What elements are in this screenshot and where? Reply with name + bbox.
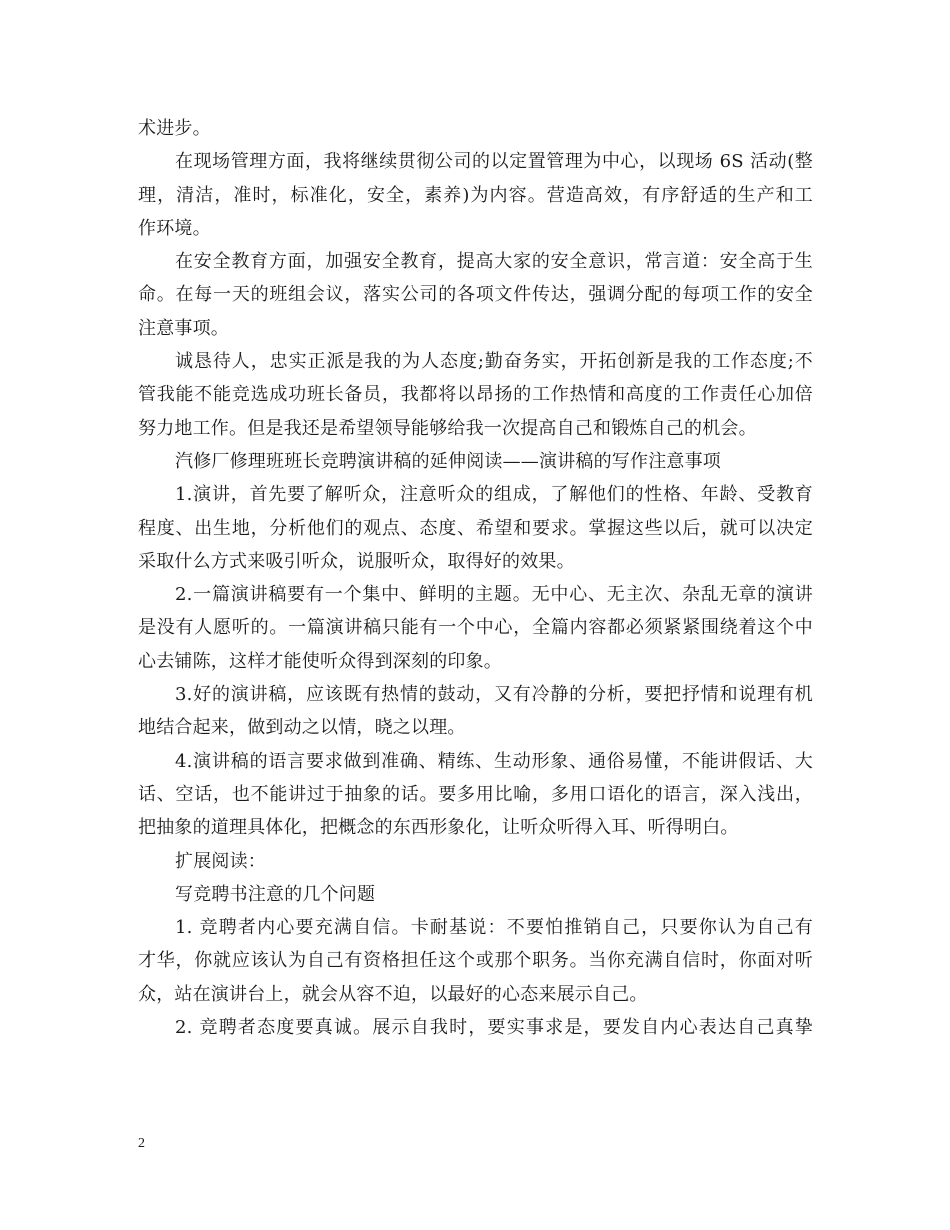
text-line: 注意事项。 bbox=[138, 317, 229, 339]
text-line: 1.演讲，首先要了解听众，注意听众的组成，了解他们的性格、年龄、受教育 bbox=[175, 484, 813, 506]
text-line: 心去铺陈，这样才能使听众得到深刻的印象。 bbox=[138, 650, 502, 672]
text-line: 把抽象的道理具体化，把概念的东西形象化，让听众听得入耳、听得明白。 bbox=[138, 817, 739, 839]
text-line: 理，清洁，准时，标准化，安全，素养)为内容。营造高效，有序舒适的生产和工 bbox=[138, 184, 813, 206]
text-line: 是没有人愿听的。一篇演讲稿只能有一个中心，全篇内容都必须紧紧围绕着这个中 bbox=[138, 617, 813, 639]
page-number: 2 bbox=[138, 1136, 145, 1151]
section-heading: 扩展阅读： bbox=[175, 850, 266, 872]
text-line: 作环境。 bbox=[138, 217, 211, 239]
text-line: 1. 竞聘者内心要充满自信。卡耐基说：不要怕推销自己，只要你认为自己有 bbox=[175, 917, 813, 939]
text-line: 采取什么方式来吸引听众，说服听众，取得好的效果。 bbox=[138, 550, 575, 572]
text-line: 努力地工作。但是我还是希望领导能够给我一次提高自己和锻炼自己的机会。 bbox=[138, 417, 757, 439]
document-body bbox=[138, 112, 813, 1044]
text-line: 4.演讲稿的语言要求做到准确、精练、生动形象、通俗易懂，不能讲假话、大 bbox=[175, 750, 813, 772]
text-line: 诚恳待人，忠实正派是我的为人态度;勤奋务实，开拓创新是我的工作态度;不 bbox=[175, 351, 813, 373]
text-line: 3.好的演讲稿，应该既有热情的鼓动，又有冷静的分析，要把抒情和说理有机 bbox=[175, 684, 813, 706]
text-line: 管我能不能竞选成功班长备员，我都将以昂扬的工作热情和高度的工作责任心加倍 bbox=[138, 384, 813, 406]
text-line: 才华，你就应该认为自己有资格担任这个或那个职务。当你充满自信时，你面对听 bbox=[138, 950, 813, 972]
section-heading: 汽修厂修理班班长竞聘演讲稿的延伸阅读——演讲稿的写作注意事项 bbox=[175, 450, 721, 472]
text-line: 在现场管理方面，我将继续贯彻公司的以定置管理为中心，以现场 6S 活动(整 bbox=[175, 151, 813, 173]
text-line: 术进步。 bbox=[138, 118, 211, 139]
text-line: 2.一篇演讲稿要有一个集中、鲜明的主题。无中心、无主次、杂乱无章的演讲 bbox=[175, 584, 813, 606]
text-line: 话、空话，也不能讲过于抽象的话。要多用比喻，多用口语化的语言，深入浅出， bbox=[138, 783, 813, 805]
text-line: 2. 竞聘者态度要真诚。展示自我时，要实事求是，要发自内心表达自己真挚 bbox=[175, 1017, 813, 1039]
section-heading: 写竞聘书注意的几个问题 bbox=[175, 883, 376, 905]
text-line: 程度、出生地，分析他们的观点、态度、希望和要求。掌握这些以后，就可以决定 bbox=[138, 517, 813, 539]
text-line: 在安全教育方面，加强安全教育，提高大家的安全意识，常言道：安全高于生 bbox=[175, 251, 813, 273]
text-line: 命。在每一天的班组会议，落实公司的各项文件传达，强调分配的每项工作的安全 bbox=[138, 284, 813, 306]
text-line: 地结合起来，做到动之以情，晓之以理。 bbox=[138, 717, 466, 739]
text-line: 众，站在演讲台上，就会从容不迫，以最好的心态来展示自己。 bbox=[138, 983, 648, 1005]
